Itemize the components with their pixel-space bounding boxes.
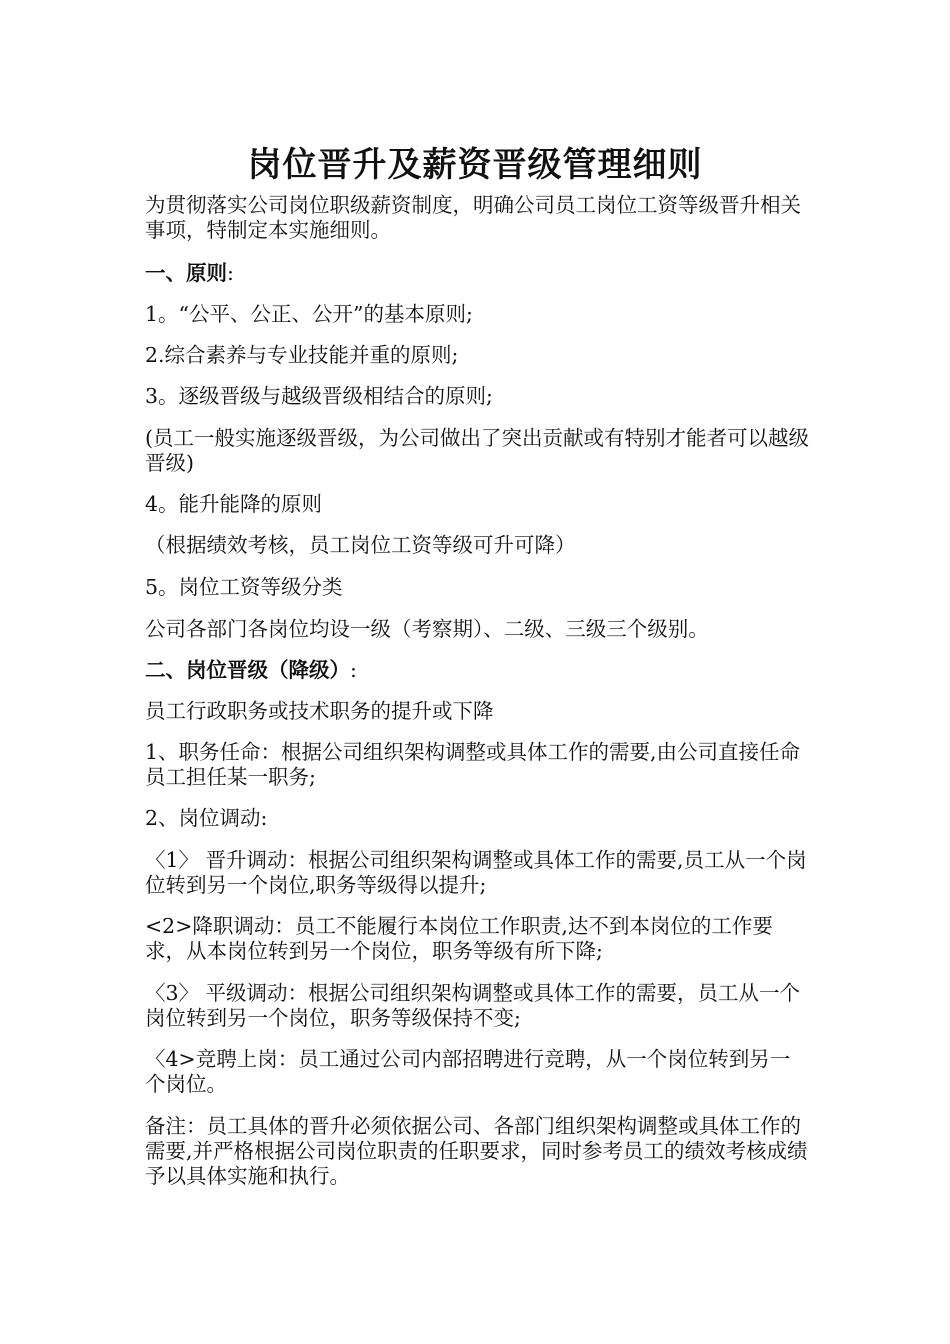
transfer-item: 〈4>竞聘上岗：员工通过公司内部招聘进行竞聘，从一个岗位转到另一个岗位。 <box>145 1047 791 1096</box>
promotion-item: 1、职务任命：根据公司组织架构调整或具体工作的需要,由公司直接任命员工担任某一职务; <box>145 740 801 789</box>
promotion-item: 2、岗位调动: <box>145 806 268 830</box>
principle-item: 2.综合素养与专业技能并重的原则; <box>145 343 459 367</box>
transfer-item: 〈3〉 平级调动：根据公司组织架构调整或具体工作的需要，员工从一个岗位转到另一个岗位，职务等级保持不变; <box>145 981 801 1030</box>
principle-item: 5。岗位工资等级分类 <box>145 575 343 599</box>
section-2-heading-text: 二、岗位晋级（降级） <box>145 658 350 682</box>
section-2-heading <box>145 658 810 683</box>
transfer-item: 〈1〉 晋升调动：根据公司组织架构调整或具体工作的需要,员工从一个岗位转到另一个岗位,职务等级得以提升; <box>145 848 807 897</box>
principle-item: 4。能升能降的原则 <box>145 492 323 516</box>
principle-note: 公司各部门各岗位均设一级（考察期）、二级、三级三个级别。 <box>145 617 709 641</box>
promotion-item: 员工行政职务或技术职务的提升或下降 <box>145 699 494 723</box>
section-1-heading <box>145 261 810 286</box>
remark-paragraph: 备注：员工具体的晋升必须依据公司、各部门组织架构调整或具体工作的需要,并严格根据公司岗位职责的任职要求，同时参考员工的绩效考核成绩予以具体实施和执行。 <box>145 1114 808 1188</box>
section-1-heading-colon: : <box>227 261 234 285</box>
transfer-item: <2>降职调动：员工不能履行本岗位工作职责,达不到本岗位的工作要求，从本岗位转到另一个岗位，职务等级有所下降; <box>145 914 773 963</box>
principle-note: (员工一般实施逐级晋级，为公司做出了突出贡献或有特别才能者可以越级晋级) <box>145 426 809 475</box>
principle-note: （根据绩效考核，员工岗位工资等级可升可降） <box>145 533 576 557</box>
document-title: 岗位晋升及薪资晋级管理细则 <box>247 145 703 185</box>
section-2-heading-colon: : <box>350 658 357 682</box>
principle-item: 3。逐级晋级与越级晋级相结合的原则; <box>145 384 493 408</box>
section-1-heading-text: 一、原则 <box>145 261 227 285</box>
intro-paragraph: 为贯彻落实公司岗位职级薪资制度，明确公司员工岗位工资等级晋升相关事项，特制定本实施细则。 <box>145 193 801 242</box>
principle-item: 1。“公平、公正、公开”的基本原则; <box>145 302 473 326</box>
